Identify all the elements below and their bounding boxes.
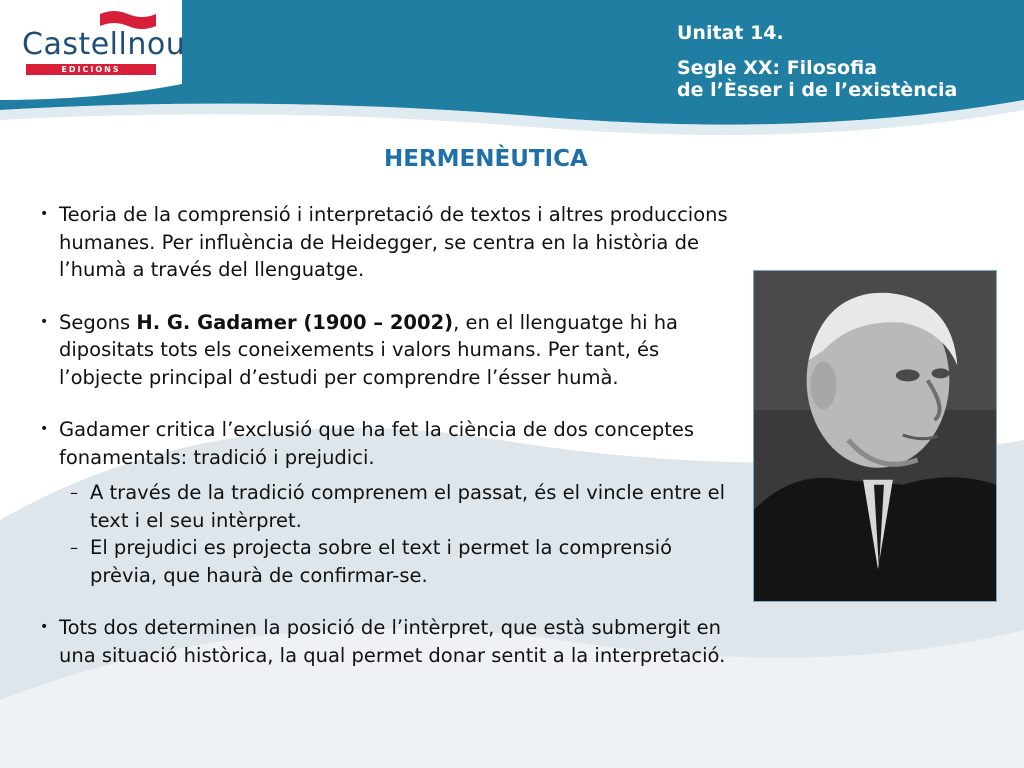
publisher-logo-subtitle: EDICIONS: [26, 64, 156, 75]
bullet-item: [32, 309, 732, 392]
sub-bullet-marker: –: [70, 538, 78, 557]
unit-title: Unitat 14.: [677, 22, 784, 44]
bullet-item: [32, 416, 732, 471]
bullet-item: [32, 614, 732, 669]
bullet-text: Gadamer critica l’exclusió que ha fet la ciència de dos conceptes fonamentals: tradició i prejudici.: [59, 418, 694, 469]
slide-title: HERMENÈUTICA: [384, 146, 588, 172]
slide-content: [32, 201, 732, 669]
sub-bullet-marker: –: [70, 483, 78, 502]
bullet-marker: •: [40, 313, 49, 330]
bullet-text-bold-author: H. G. Gadamer (1900 – 2002): [136, 310, 454, 334]
unit-subtitle-line-2: de l’Èsser i de l’existència: [677, 79, 958, 101]
bullet-marker: •: [40, 619, 49, 635]
bullet-marker: •: [40, 206, 49, 222]
unit-subtitle: [677, 57, 957, 101]
bullet-marker: •: [40, 421, 49, 437]
publisher-logo: Castellnou: [22, 27, 186, 62]
bullet-item: [32, 201, 732, 284]
gadamer-portrait-photo: [753, 270, 997, 602]
unit-subtitle-line-1: Segle XX: Filosofia: [677, 57, 878, 79]
bullet-text: Teoria de la comprensió i interpretació de textos i altres produccions humanes. Per influència de Heidegger, se centra en la història de l’humà a través del llenguatge.: [59, 203, 728, 281]
sub-bullet-item: [32, 479, 732, 534]
sub-bullet-text: El prejudici es projecta sobre el text i permet la comprensió prèvia, que haurà de confirmar-se.: [90, 536, 673, 587]
bullet-text-prefix: Segons: [59, 310, 137, 334]
bullet-text-suffix: , en el llenguatge hi ha dipositats tots els coneixements i valors humans. Per tant, és l’objecte principal d’estudi per comprendre l’ésser humà.: [59, 310, 679, 389]
bullet-text: Tots dos determinen la posició de l’intèrpret, que està submergit en una situació històrica, la qual permet donar sentit a la interpretació.: [59, 616, 726, 667]
sub-bullet-text: A través de la tradició comprenem el passat, és el vincle entre el text i el seu intèrpret.: [90, 481, 726, 532]
sub-bullet-item: [32, 534, 732, 589]
